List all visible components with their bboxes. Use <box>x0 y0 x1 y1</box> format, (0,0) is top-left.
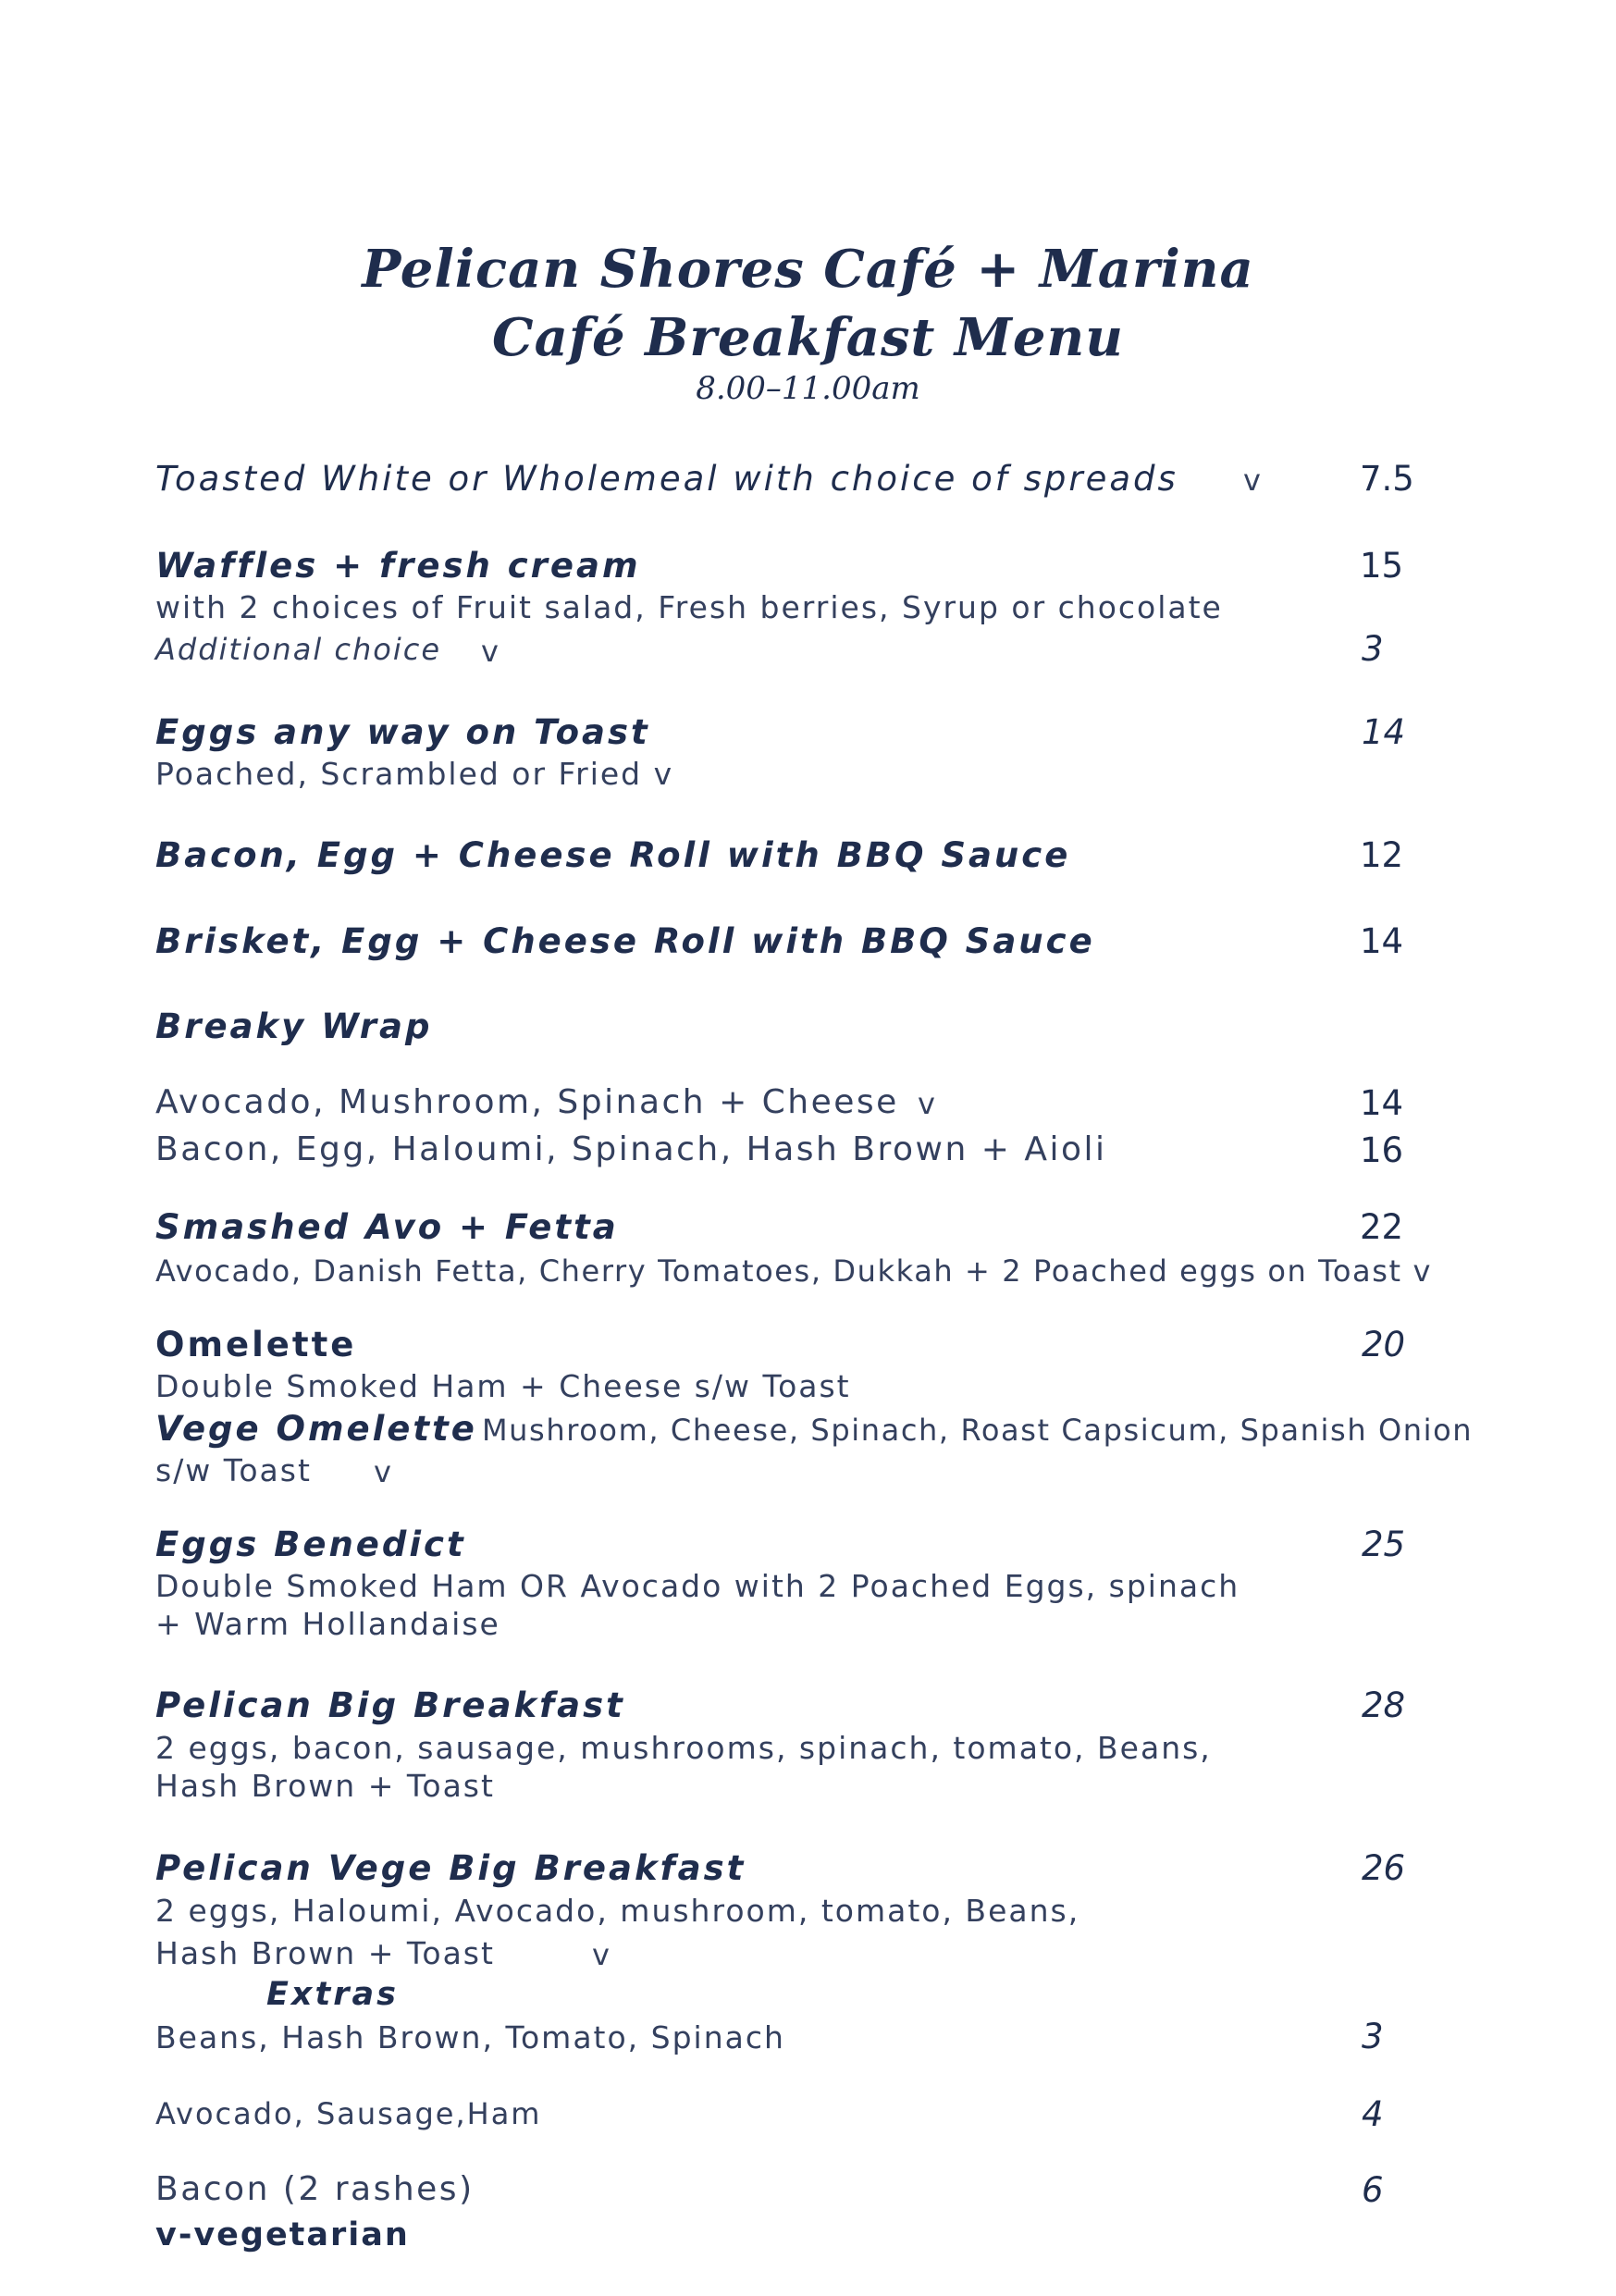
item-waffles-extra-veg: v <box>481 634 499 669</box>
item-bacon-roll-price: 12 <box>1360 835 1404 875</box>
item-vege-omelette-desc2: s/w Toast <box>155 1452 312 1488</box>
item-vege-big-desc2: Hash Brown + Toast <box>155 1935 495 1971</box>
item-omelette-name: Omelette <box>155 1325 357 1364</box>
item-waffles-extra-label: Additional choice <box>155 632 441 667</box>
item-eggs-price: 14 <box>1362 712 1406 752</box>
vegetarian-legend: v-vegetarian <box>155 2216 410 2253</box>
item-vege-big-veg: v <box>592 1937 610 1972</box>
extras-row1-label: Beans, Hash Brown, Tomato, Spinach <box>155 2019 785 2055</box>
item-wrap-option1: Avocado, Mushroom, Spinach + Cheese <box>155 1083 899 1121</box>
extras-row2-label: Avocado, Sausage,Ham <box>155 2096 542 2131</box>
item-wrap-name: Breaky Wrap <box>155 1006 433 1046</box>
item-wrap-option2: Bacon, Egg, Haloumi, Spinach, Hash Brown + Aioli <box>155 1130 1107 1168</box>
extras-row3-price: 6 <box>1362 2170 1384 2210</box>
item-big-desc1: 2 eggs, bacon, sausage, mushrooms, spinach, tomato, Beans, <box>155 1730 1212 1766</box>
item-brisket-roll-price: 14 <box>1360 921 1404 961</box>
item-brisket-roll-name: Brisket, Egg + Cheese Roll with BBQ Sauce <box>155 921 1095 961</box>
item-bacon-roll-name: Bacon, Egg + Cheese Roll with BBQ Sauce <box>155 835 1071 875</box>
item-toast-price: 7.5 <box>1360 459 1414 499</box>
item-wrap-option1-veg: v <box>918 1086 935 1121</box>
extras-row2-price: 4 <box>1362 2094 1384 2134</box>
item-wrap-option1-price: 14 <box>1360 1083 1404 1123</box>
item-benedict-price: 25 <box>1362 1524 1406 1564</box>
item-avo-desc: Avocado, Danish Fetta, Cherry Tomatoes, Dukkah + 2 Poached eggs on Toast v <box>155 1253 1432 1289</box>
item-waffles-desc: with 2 choices of Fruit salad, Fresh berries, Syrup or chocolate <box>155 589 1223 625</box>
service-hours: 8.00–11.00am <box>696 370 920 407</box>
item-waffles-extra-price: 3 <box>1362 629 1384 669</box>
item-wrap-option2-price: 16 <box>1360 1130 1404 1170</box>
item-vege-omelette-line <box>155 1409 1473 1449</box>
item-vege-big-name: Pelican Vege Big Breakfast <box>155 1848 746 1888</box>
item-vege-omelette-desc: Mushroom, Cheese, Spinach, Roast Capsicum, Spanish Onion <box>481 1413 1474 1448</box>
item-toast-veg: v <box>1243 463 1261 498</box>
item-big-price: 28 <box>1362 1685 1406 1725</box>
extras-row1-price: 3 <box>1362 2017 1384 2056</box>
item-vege-omelette-veg: v <box>374 1454 391 1489</box>
item-vege-omelette-name: Vege Omelette <box>155 1409 477 1449</box>
item-eggs-desc: Poached, Scrambled or Fried v <box>155 756 674 792</box>
item-benedict-desc2: + Warm Hollandaise <box>155 1606 500 1642</box>
item-benedict-desc1: Double Smoked Ham OR Avocado with 2 Poached Eggs, spinach <box>155 1568 1240 1604</box>
menu-subtitle: Café Breakfast Menu <box>492 307 1124 368</box>
item-waffles-price: 15 <box>1360 546 1404 586</box>
extras-heading: Extras <box>266 1976 399 2013</box>
extras-row3-label: Bacon (2 rashes) <box>155 2170 475 2208</box>
item-vege-big-price: 26 <box>1362 1848 1406 1888</box>
item-eggs-name: Eggs any way on Toast <box>155 712 650 752</box>
item-vege-big-desc1: 2 eggs, Haloumi, Avocado, mushroom, tomato, Beans, <box>155 1893 1080 1929</box>
item-avo-name: Smashed Avo + Fetta <box>155 1207 619 1247</box>
item-big-name: Pelican Big Breakfast <box>155 1685 625 1725</box>
page-title: Pelican Shores Café + Marina <box>362 239 1254 300</box>
item-toast-name: Toasted White or Wholemeal with choice of spreads <box>155 459 1178 499</box>
item-big-desc2: Hash Brown + Toast <box>155 1768 495 1804</box>
item-waffles-name: Waffles + fresh cream <box>155 546 641 586</box>
item-omelette-desc: Double Smoked Ham + Cheese s/w Toast <box>155 1368 851 1404</box>
item-avo-price: 22 <box>1360 1207 1404 1247</box>
item-omelette-price: 20 <box>1362 1325 1406 1364</box>
item-benedict-name: Eggs Benedict <box>155 1524 466 1564</box>
